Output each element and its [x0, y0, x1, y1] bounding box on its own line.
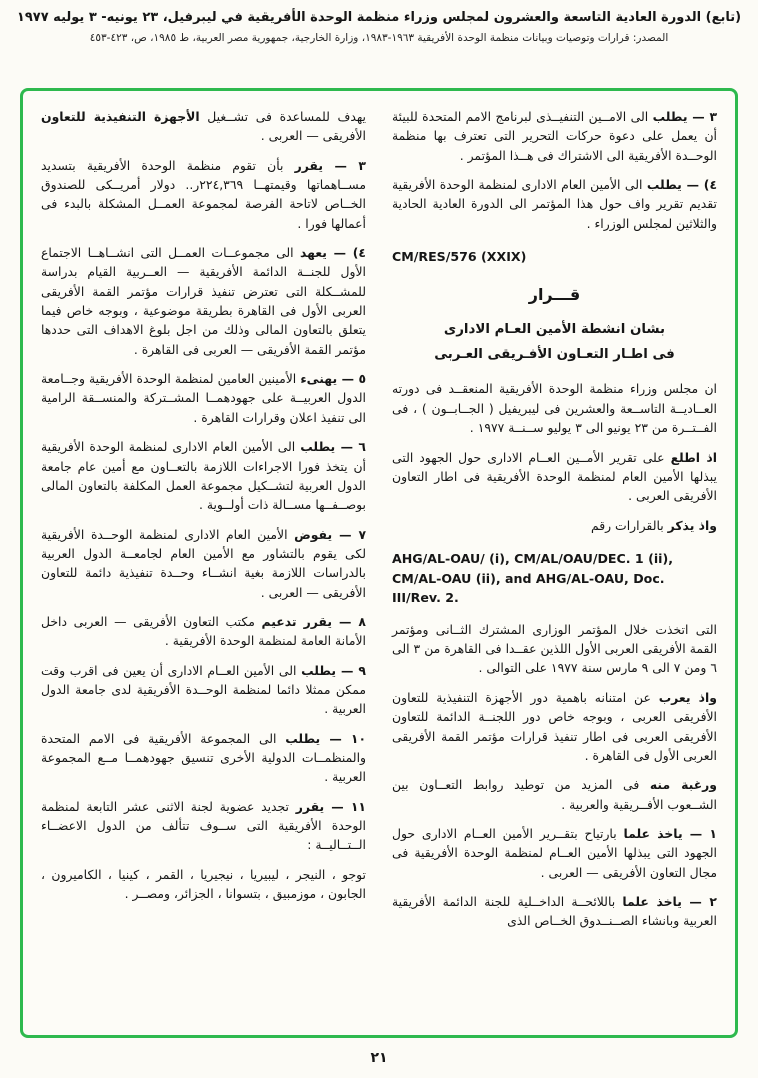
- clause-3-prev: ٣ — يطلب الى الامــين التنفيــذى لبرنامج الامم المتحدة للبيئة أن يعمل على دعوة حركات التحرير التى تعترف بها منظمة الوحــدة الأفريقية الى الاشتراك فى هــذا المؤتمر .: [392, 109, 718, 163]
- clause-2: ٢ — ياخذ علما باللائحــة الداخــلية للجنة الدائمة الأفريقية العربية وبانشاء الصــنــدوق الخــاص الذى: [392, 893, 717, 929]
- page-header: [0, 0, 758, 44]
- column-right: [392, 107, 717, 1019]
- preamble-recalling: واذ يذكر بالقرارات رقم: [590, 517, 717, 533]
- clause-9: ٩ — يطلب الى الأمين العــام الادارى أن يعين فى اقرب وقت ممكن ممثلا دائما لمنظمة الوحــدة الأفريقية لدى جامعة الدول العربية .: [41, 662, 366, 717]
- member-states-list: توجو ، النيجر ، ليبيريا ، نيجيريا ، القمر ، كينيا ، الكاميرون ، الجابون ، موزمبيق ، بتسوانا ، الجزائر، ومصــر .: [41, 866, 366, 902]
- clause-4: ٤) — يعهد الى مجموعــات العمــل التى انشــاهــا الاجتماع الأول للجنــة الدائمة الأفريقية — العــربية القيام بدراسة للمشــكلة التى تعترض تنفيذ قرارات مؤتمر القمة الأفريقى العربى الأول فى القاهرة بطريقة موضوعية ، وبوجه خاص فيما يتعلق بالتعاون المالى وذلك من اجل بلوغ الاهداف التى حددها مؤتمر القمة الأفريقى — العربى فى القاهرة .: [41, 245, 366, 357]
- document-reference: CM/RES/576 (XXIX): [392, 249, 527, 265]
- resolution-references: AHG/AL-OAU/ (i), CM/AL/OAU/DEC. 1 (ii), CM/AL-OAU (ii), and AHG/AL-OAU, Doc. III/Rev. 2.: [392, 550, 673, 606]
- preamble-desire: ورغبة منه فى المزيد من توطيد روابط التعــاون بين الشــعوب الأفــريقية والعربية .: [392, 777, 717, 812]
- resolution-subtitle-1: بشان انشطة الأمين العـام الادارى: [443, 321, 666, 337]
- header-session-title: (تابع) الدورة العادية التاسعة والعشرون لمجلس وزراء منظمة الوحدة الأفريقية في ليبرفيل، ٢٣ يونيه- ٣ يوليه ١٩٧٧: [16, 10, 742, 25]
- preamble-noting-report: اذ اطلع على تقرير الأمــين العــام الادارى حول الجهود التى يبذلها الأمين العام لمنظمة الوحدة الأفريقية فى اطار التعاون الأفريقى العربى .: [392, 449, 717, 504]
- clause-1: ١ — ياخذ علما بارتياح بتقــرير الأمين العــام الادارى حول الجهود التى يبذلها الأمين العــام لمنظمة الوحدة الأفريقية فى مجال التعاون الأفريقى — العربى .: [392, 825, 717, 880]
- preamble-council: ان مجلس وزراء منظمة الوحدة الأفريقية المنعقــد فى دورته العــاديــة التاســعة والعشرين فى ليبريفيل ( الجــابــون ) ، فى الفــتــرة من ٢٣ يونيو الى ٣ يوليو ســنــة ١٩٧٧ .: [392, 381, 717, 436]
- column-left: [41, 107, 366, 1019]
- clause-8: ٨ — يقرر تدعيم مكتب التعاون الأفريقى — العربى داخل الأمانة العامة لمنظمة الوحدة الأفريقية .: [41, 613, 366, 649]
- preamble-appreciation: واذ يعرب عن امتنانه باهمية دور الأجهزة التنفيذية للتعاون الأفريقى العربى ، وبوجه خاص دور اللجنــة الدائمة للتعاون الأفريقى العربى فى اطار تنفيذ قرارات مؤتمر القمة الأفريقى العربى الأول فى القاهرة .: [392, 689, 717, 763]
- preamble-adopted: التى اتخذت خلال المؤتمر الوزارى المشترك الثــانى ومؤتمر القمة الأفريقى العربى الأول اللذين عقــدا فى القاهرة من ٣ الى ٦ ومن ٧ الى ٩ مارس سنة ١٩٧٧ على التوالى .: [392, 621, 718, 676]
- header-source-citation: المصدر: قرارات وتوصيات وبيانات منظمة الوحدة الأفريقية ١٩٦٣-١٩٨٣، وزارة الخارجية، جمهورية مصر العربية، ط ١٩٨٥، ص، ٤٢٣-٤٥٣: [89, 32, 669, 44]
- clause-2-continuation: يهدف للمساعدة فى تشــغيل الأجهزة التنفيذية للتعاون الأفريقى — العربى .: [41, 109, 366, 144]
- clause-11: ١١ — يقرر تجديد عضوية لجنة الاثنى عشر التابعة لمنظمة الوحدة الأفريقية التى ســوف تتألف من الدول الاعضــاء الــتــاليــة :: [41, 798, 366, 853]
- resolution-title: قـــرار: [528, 284, 581, 304]
- clause-4-prev: ٤) — يطلب الى الأمين العام الادارى لمنظمة الوحدة الأفريقية تقديم تقرير واف حول هذا المؤتمر الى الدورة العادية الحادية والثلاثين لمجلس الوزراء .: [392, 177, 718, 231]
- clause-3: ٣ — يقرر بأن تقوم منظمة الوحدة الأفريقية بتسديد مســاهماتها وقيمتهــا ٢٢٤,٣٦٩ر.. دولار أمريــكى للصندوق الخــاص لاتاحة الفرصة لمجموعة العمــل المشكلة بالبدء فى أعمالها فورا .: [41, 157, 366, 231]
- clause-7: ٧ — يفوض الأمين العام الادارى لمنظمة الوحــدة الأفريقية لكى يقوم بالتشاور مع الأمين العام لجامعــة الدول العربية بالدراسات اللازمة بغية انشــاء وحــدة تنفيذية دائمة للتعاون الأفريقى — العربى .: [41, 526, 367, 600]
- resolution-subtitle-2: فى اطـار التعـاون الأفـريقى العـربى: [434, 346, 675, 362]
- page-number: ٢١: [370, 1050, 388, 1066]
- clause-6: ٦ — يطلب الى الأمين العام الادارى لمنظمة الوحدة الأفريقية أن يتخذ فورا الاجراءات اللازمة بالتعــاون مع أمين عام جامعة الدول العربية لتشــكيل مجموعة العمل المكلفة بالتعاون المالى بوصــفــها مســالة ذات أولــوية .: [41, 439, 366, 513]
- clause-10: ١٠ — يطلب الى المجموعة الأفريقية فى الامم المتحدة والمنظمــات الدولية الأخرى تنسيق جهودهمــا مــع المجموعة العربية .: [41, 730, 367, 785]
- clause-5: ٥ — يهنىء الأمينين العامين لمنظمة الوحدة الأفريقية وجــامعة الدول العربيــة على جهودهمــا المشــتركة والمنســقة الرامية الى تنفيذ اعلان وقرارات القاهرة .: [41, 371, 367, 425]
- content-box: [20, 88, 738, 1038]
